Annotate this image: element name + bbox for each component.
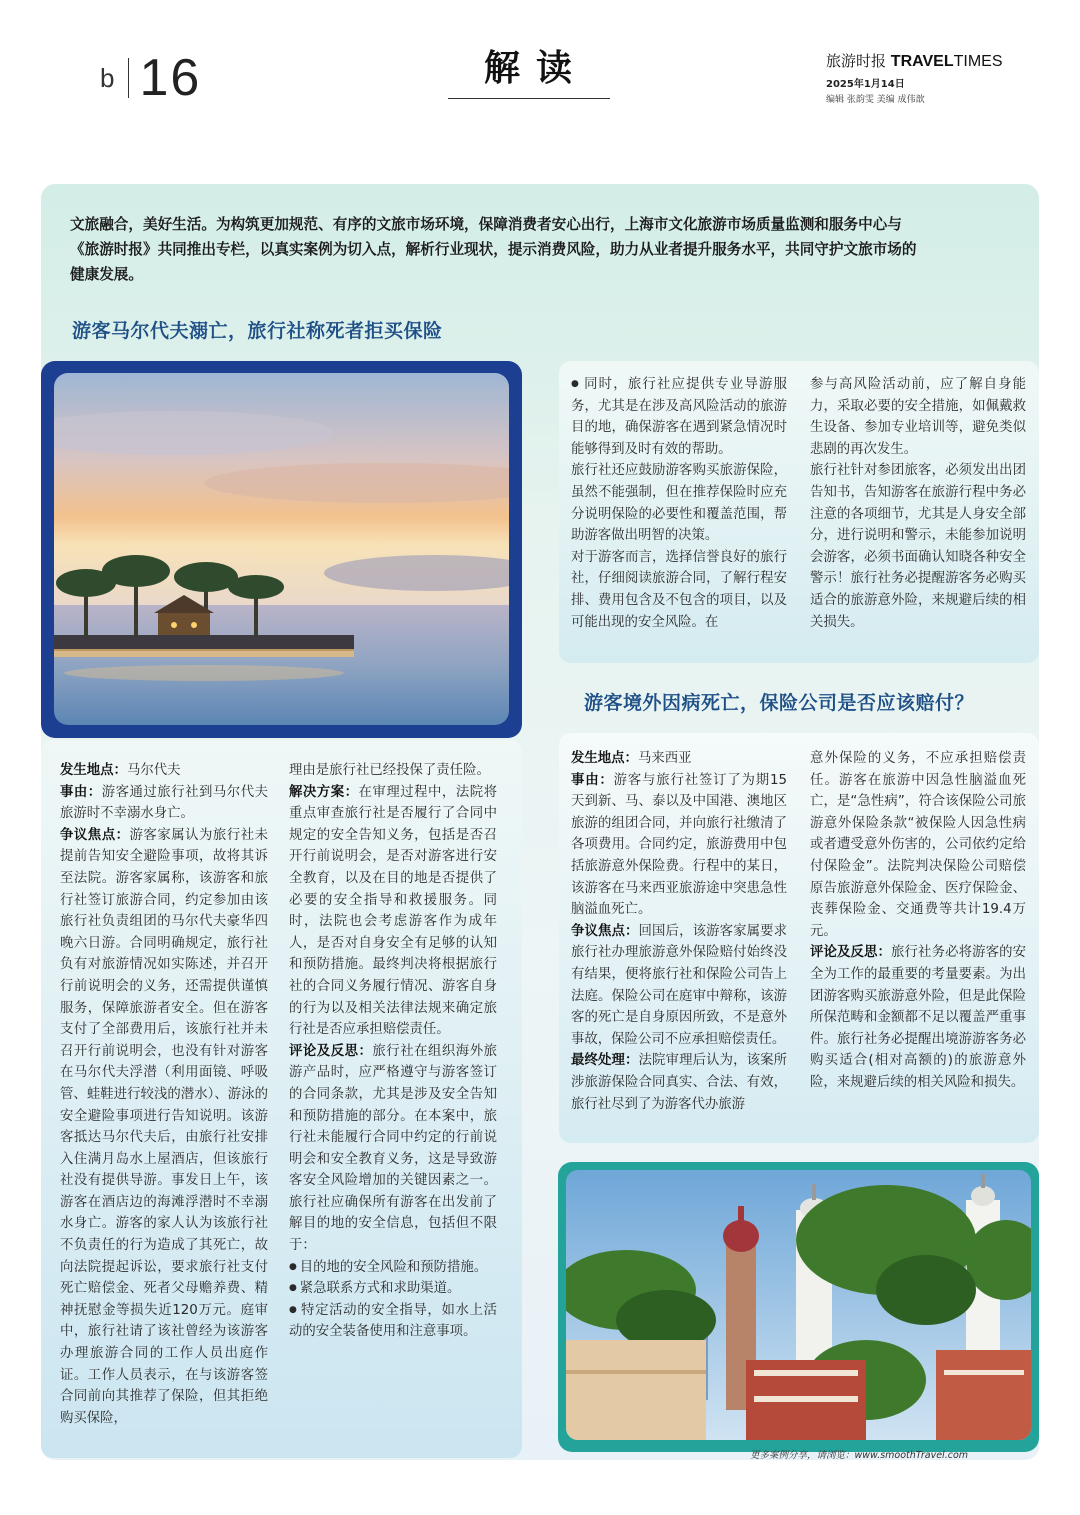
case2-col-b [810, 748, 1026, 1094]
section-letter: b [100, 62, 117, 93]
paragraph: 对于游客而言，选择信誉良好的旅行社，仔细阅读旅游合同，了解行程安排、费用包含及不包含的项目，以及可能出现的安全风险。在 [571, 549, 787, 630]
label: 评论及反思： [289, 1043, 373, 1059]
text: 在审理过程中，法院将重点审查旅行社是否履行了合同中规定的安全告知义务，包括是否召开行前说明会，是否对游客进行安全教育，以及在目的地是否提供了必要的安全指导和救援服务。同时，法院也会考虑游客作为成年人，是否对自身安全有足够的认知和预防措施。最终判决将根据旅行社的合同义务履行情况、游客自身的行为以及相关法律法规来确定旅行社是否应承担赔偿责任。 [289, 784, 498, 1038]
brand-en-bold: TRAVEL [890, 53, 954, 70]
issue-date: 2025年1月14日 [826, 79, 905, 90]
label: 争议焦点： [571, 923, 639, 939]
case1-headline: 游客马尔代夫溺亡，旅行社称死者拒买保险 [72, 320, 443, 342]
case2-headline: 游客境外因病死亡，保险公司是否应该赔付？ [584, 692, 975, 714]
paragraph [60, 760, 268, 782]
bullet-item: ● 目的地的安全风险和预防措施。 [289, 1257, 497, 1279]
text: 理由是旅行社已经投保了责任险。 [289, 763, 490, 778]
paragraph [571, 770, 787, 921]
text: 游客通过旅行社到马尔代夫旅游时不幸溺水身亡。 [60, 784, 269, 822]
paragraph: 旅行社针对参团旅客，必须发出出团告知书，告知游客在旅游行程中务必注意的各项细节，尤其是人身安全部分，进行说明和警示，未能参加说明会游客，必须书面确认知晓各种安全警示！旅行社务必提醒游客务必购买适合的旅游意外险，来规避后续的相关损失。 [810, 463, 1026, 630]
brand [826, 50, 1026, 71]
divider [128, 58, 129, 98]
bullet-item: ● 特定活动的安全指导，如水上活动的安全装备使用和注意事项。 [289, 1300, 497, 1343]
case1-col-c [571, 374, 787, 633]
label: 评论及反思： [810, 945, 892, 961]
paragraph [289, 760, 497, 782]
label: 发生地点： [60, 763, 127, 778]
text: 游客家属认为旅行社未提前告知安全避险事项，故将其诉至法院。游客家属称，该游客和旅行社签订旅游合同，约定参加由该旅行社负责组团的马尔代夫豪华四晚六日游。合同明确规定，旅行社负有对旅游情况如实陈述，并召开行前说明会的义务，还需提供谨慎服务，保障旅游者安全。但在游客支付了全部费用后，该旅行社并未召开行前说明会，也没有针对游客在马尔代夫浮潜（利用面镜、呼吸管、蛙鞋进行较浅的潜水）、游泳的安全避险事项进行告知说明。该游客抵达马尔代夫后，由旅行社安排入住满月岛水上屋酒店，但该旅行社没有提供导游。事发日上午，该游客在酒店边的海滩浮潜时不幸溺水身亡。游客的家人认为该旅行社不负责任的行为造成了其死亡，故向法院提起诉讼，要求旅行社支付死亡赔偿金、死者父母赡养费、精神抚慰金等损失近120万元。庭审中，旅行社请了该社曾经为该游客办理旅游合同的工作人员出庭作证。工作人员表示，在与该游客签合同前向其推荐了保险，但其拒绝购买保险， [60, 827, 269, 1426]
editors: 编辑 张韵雯 美编 成伟歆 [826, 95, 925, 105]
label: 事由： [60, 784, 102, 800]
photo-credit: 更多案例分享，请浏览：www.smoothTravel.com [750, 1450, 969, 1461]
intro-paragraph: 文旅融合，美好生活。为构筑更加规范、有序的文旅市场环境，保障消费者安心出行，上海市文化旅游市场质量监测和服务中心与《旅游时报》共同推出专栏，以真实案例为切入点，解析行业现状，提示消费风险，助力从业者提升服务水平，共同守护文旅市场的健康发展。 [70, 216, 917, 283]
text: 回国后，该游客家属要求旅行社办理旅游意外保险赔付始终没有结果，便将旅行社和保险公司告上法庭。保险公司在庭审中辩称，该游客的死亡是自身原因所致，不是意外事故，保险公司不应承担赔偿责任。 [571, 923, 788, 1047]
paragraph [571, 748, 787, 770]
label: 最终处理： [571, 1053, 639, 1069]
case1-col-a [60, 760, 268, 1429]
paragraph [571, 1050, 787, 1115]
brand-en-thin: TIMES [953, 53, 1003, 70]
case2-col-a [571, 748, 787, 1115]
bullet-item: ● 紧急联系方式和求助渠道。 [289, 1278, 497, 1300]
text: 法院审理后认为，该案所涉旅游保险合同真实、合法、有效，旅行社尽到了为游客代办旅游 [571, 1053, 788, 1112]
paragraph [60, 782, 268, 825]
masthead [826, 50, 1026, 105]
paragraph: 旅行社还应鼓励游客购买旅游保险，虽然不能强制，但在推荐保险时应充分说明保险的必要性和覆盖范围，帮助游客做出明智的决策。 [571, 463, 787, 544]
maldives-illustration [54, 373, 509, 725]
page-number: 16 [139, 49, 202, 107]
label: 争议焦点： [60, 827, 130, 843]
page-number-block [100, 48, 201, 108]
label: 解决方案： [289, 784, 359, 800]
text: 马尔代夫 [126, 763, 181, 778]
paragraph [289, 782, 497, 1041]
paragraph [289, 1041, 497, 1257]
paragraph [60, 825, 268, 1430]
text: 马来西亚 [637, 751, 692, 766]
case1-col-d [810, 374, 1026, 633]
case1-col-b [289, 760, 497, 1343]
text: 游客与旅行社签订了为期15天到新、马、泰以及中国港、澳地区旅游的组团合同，并向旅行社缴清了各项费用。合同约定，旅游费用中包括旅游意外保险费。行程中的某日，该游客在马来西亚旅游途中突患急性脑溢血死亡。 [571, 772, 787, 918]
paragraph [810, 748, 1026, 942]
paragraph: 参与高风险活动前，应了解自身能力，采取必要的安全措施，如佩戴救生设备、参加专业培训等，避免类似悲剧的再次发生。 [810, 377, 1026, 457]
malaysia-photo [566, 1170, 1031, 1440]
text: 旅行社在组织海外旅游产品时，应严格遵守与游客签订的合同条款，尤其是涉及安全告知和预防措施的部分。在本案中，旅行社未能履行合同中约定的行前说明会和安全教育义务，这是导致游客安全风险增加的关键因素之一。旅行社应确保所有游客在出发前了解目的地的安全信息，包括但不限于： [289, 1043, 498, 1254]
text: 旅行社务必将游客的安全为工作的最重要的考量要素。为出团游客购买旅游意外险，但是此保险所保范畴和金额都不足以覆盖严重事件。旅行社务必提醒出境游游客务必购买适合(相对高额的)的旅游意外险，来规避后续的相关风险和损失。 [810, 945, 1027, 1090]
section-title: 解读 [483, 48, 588, 89]
label: 事由： [571, 772, 614, 788]
paragraph [571, 921, 787, 1051]
brand-cn: 旅游时报 [826, 52, 887, 70]
text: 意外保险的义务，不应承担赔偿责任。游客在旅游中因急性脑溢血死亡，是“急性病”，符合该保险公司旅游意外保险条款“被保险人因急性病或者遭受意外伤害的，公司依约定给付保险金”。法院判决保险公司赔偿原告旅游意外保险金、医疗保险金、丧葬保险金、交通费等共计19.4万元。 [810, 751, 1026, 939]
paragraph [810, 942, 1026, 1093]
kuala-lumpur-illustration [566, 1170, 1031, 1440]
label: 发生地点： [571, 751, 638, 766]
paragraph: ● 同时，旅行社应提供专业导游服务，尤其是在涉及高风险活动的旅游目的地，确保游客在遇到紧急情况时能够得到及时有效的帮助。 [571, 374, 787, 460]
maldives-photo [54, 373, 509, 725]
section-rule [448, 98, 610, 99]
